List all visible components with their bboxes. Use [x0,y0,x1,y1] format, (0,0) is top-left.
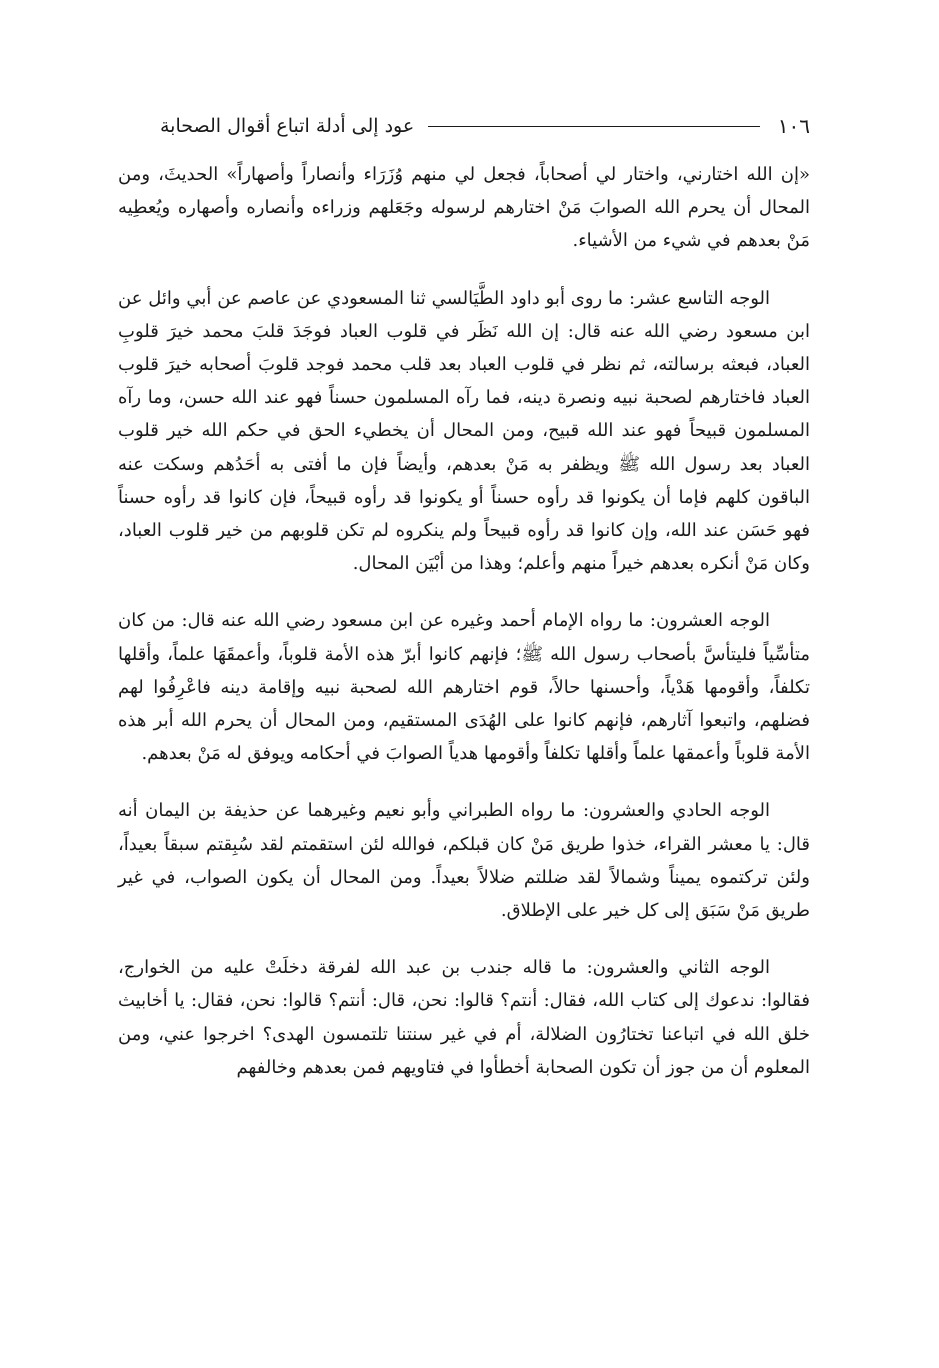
page-number: ١٠٦ [777,114,810,138]
paragraph-hadith-continuation: «إن الله اختارني، واختار لي أصحاباً، فجعل لي منهم وُزَرَاء وأنصاراً وأصهاراً» الحديثَ، ومن المحال أن يحرم الله الصوابَ مَنْ اختارهم لرسوله وجَعَلهم وزراءه وأنصاره وأصهاره ويُعطِيه مَنْ بعدهم في شيء من الأشياء. [118,164,810,252]
paragraph-aspect-19: الوجه التاسع عشر: ما روى أبو داود الطَّيَالسي ثنا المسعودي عن عاصم عن أبي وائل عن ابن مسعود رضي الله عنه قال: إن الله نَظَر في قلوب العباد فوجَدَ قلبَ محمد خيرَ قلوبِ العباد، فبعثه برسالته، ثم نظر في قلوب العباد بعد قلب محمد فوجد قلوبَ أصحابه خيرَ قلوب العباد فاختارهم لصحبة نبيه ونصرة دينه، فما رآه المسلمون حسناً فهو عند الله حسن، وما رآه المسلمون قبيحاً فهو عند الله قبيح، ومن المحال أن يخطيء الحق في حكم الله خير قلوب العباد بعد رسول الله ﷺ ويظفر به مَنْ بعدهم، وأيضاً فإن ما أفتى به أحَدُهم وسكت عنه الباقون كلهم فإما أن يكونوا قد رأوه حسناً أو يكونوا قد رأوه قبيحاً، فإن كانوا قد رأوه حسناً فهو حَسَن عند الله، وإن كانوا قد رأوه قبيحاً ولم ينكروه لم تكن قلوبهم من خير قلوب العباد، وكان مَنْ أنكره بعدهم خيراً منهم وأعلم؛ وهذا من أبْيَن المحال. [118,287,810,575]
paragraph-aspect-22: الوجه الثاني والعشرون: ما قاله جندب بن عبد الله لفرقة دخلَتْ عليه من الخوارج، فقالوا: ندعوك إلى كتاب الله، فقال: أنتم؟ قالوا: نحن، قال: أنتم؟ قالوا: نحن، فقال: يا أخابيث خلق الله في اتباعنا تختارُون الضلالة، أم في غير سنتنا تلتمسون الهدى؟ اخرجوا عني، ومن المعلوم أن من جوز أن تكون الصحابة أخطأوا في فتاويهم فمن بعدهم وخالفهم [118,957,810,1078]
running-header [160,112,810,140]
running-title: عود إلى أدلة اتباع أقوال الصحابة [160,115,415,137]
body-text [118,158,810,1084]
header-rule [428,126,760,127]
paragraph-aspect-21: الوجه الحادي والعشرون: ما رواه الطبراني وأبو نعيم وغيرهما عن حذيفة بن اليمان أنه قال: يا معشر القراء، خذوا طريق مَنْ كان قبلكم، فوالله لئن استقمتم لقد سُبِقتم سبقاً بعيداً، ولئن تركتموه يميناً وشمالاً لقد ضللتم ضلالاً بعيداً. ومن المحال أن يكون الصواب، في غير طريق مَنْ سَبَق إلى كل خير على الإطلاق. [118,800,810,922]
paragraph-aspect-20: الوجه العشرون: ما رواه الإمام أحمد وغيره عن ابن مسعود رضي الله عنه قال: من كان متأسِّياً فليتأسَّ بأصحاب رسول الله ﷺ؛ فإنهم كانوا أبرّ هذه الأمة قلوباً، وأعمقَهَا علماً، وأقلها تكلفاً، وأقومها هَدْياً، وأحسنها حالاً، قوم اختارهم الله لصحبة نبيه وإقامة دينه فاعْرِفُوا لهم فضلهم، واتبعوا آثارهم، فإنهم كانوا على الهُدَى المستقيم، ومن المحال أن يحرم الله أبر هذه الأمة قلوباً وأعمقها علماً وأقلها تكلفاً وأقومها هدياً الصوابَ في أحكامه ويوفق له مَنْ بعدهم. [118,610,810,765]
